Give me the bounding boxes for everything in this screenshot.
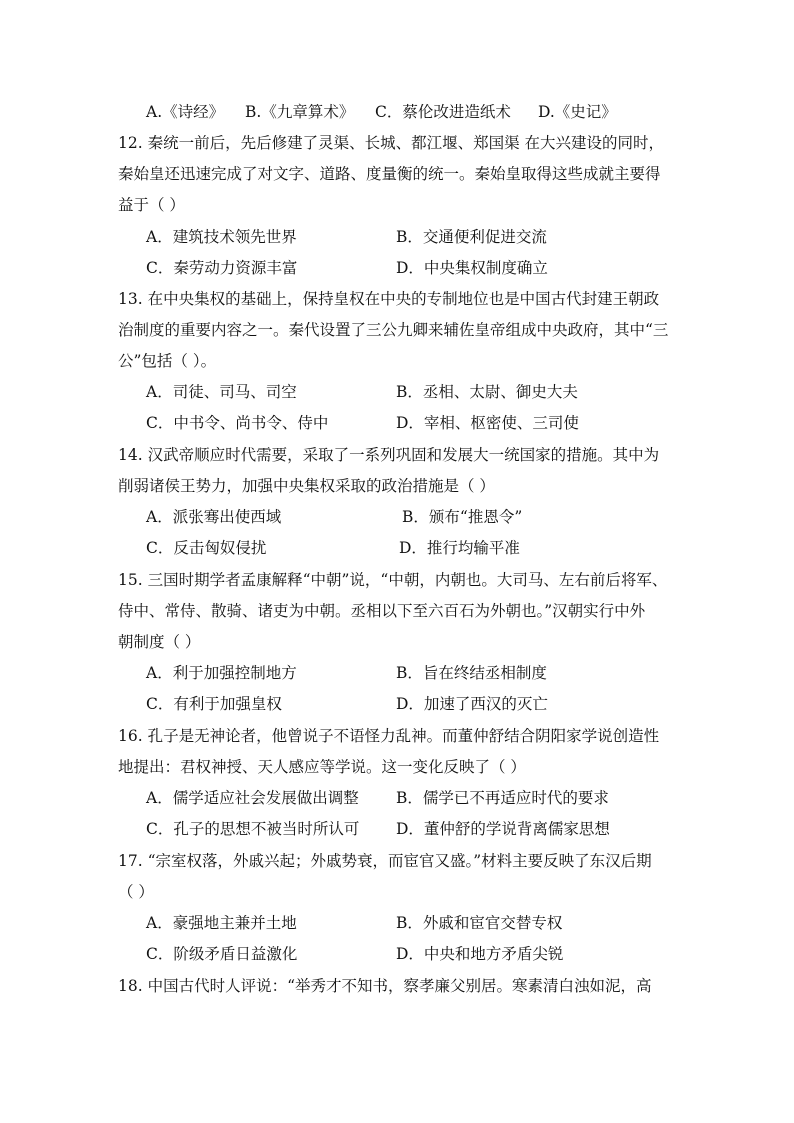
q15-stem-line-2: 侍中、常侍、散骑、诸吏为中朝。丞相以下至六百石为外朝也。”汉朝实行中外 (118, 602, 646, 620)
q13-option-c: C．中书令、尚书令、侍中 (146, 414, 329, 432)
q18-stem-line-1: 18. 中国古代时人评说：“举秀才不知书，察孝廉父别居。寒素清白浊如泥，高 (118, 977, 652, 995)
q11-option-b: B.《九章算术》 (245, 103, 355, 121)
q15-option-d: D．加速了西汉的灭亡 (396, 695, 548, 713)
q14-option-a: A．派张骞出使西域 (146, 508, 282, 526)
q17-stem-line-2: （ ） (118, 883, 154, 901)
q17-option-a: A．豪强地主兼并土地 (146, 914, 297, 932)
q12-option-c: C．秦劳动力资源丰富 (146, 259, 298, 277)
q13-stem-line-3: 公”包括（ ）。 (118, 352, 217, 370)
q16-option-a: A．儒学适应社会发展做出调整 (146, 789, 359, 807)
q12-option-a: A．建筑技术领先世界 (146, 228, 297, 246)
q12-option-d: D．中央集权制度确立 (396, 259, 548, 277)
q17-option-d: D．中央和地方矛盾尖锐 (396, 945, 564, 963)
q15-option-a: A．利于加强控制地方 (146, 664, 297, 682)
q11-option-c: C．蔡伦改进造纸术 (375, 103, 511, 121)
q13-stem-line-2: 治制度的重要内容之一。秦代设置了三公九卿来辅佐皇帝组成中央政府，其中“三 (118, 321, 669, 339)
q11-option-d: D.《史记》 (538, 103, 617, 121)
q13-option-b: B．丞相、太尉、御史大夫 (396, 383, 578, 401)
q17-stem-line-1: 17. “宗室权落，外戚兴起；外戚势衰，而宦官又盛。”材料主要反映了东汉后期 (118, 852, 652, 870)
q14-stem-line-1: 14. 汉武帝顺应时代需要，采取了一系列巩固和发展大一统国家的措施。其中为 (118, 446, 660, 464)
q11-option-a: A.《诗经》 (146, 103, 225, 121)
q17-option-c: C．阶级矛盾日益激化 (146, 945, 298, 963)
q12-stem-line-1: 12. 秦统一前后，先后修建了灵渠、长城、都江堰、郑国渠 在大兴建设的同时， (118, 134, 665, 152)
q16-option-d: D．董仲舒的学说背离儒家思想 (396, 820, 610, 838)
q13-option-d: D．宰相、枢密使、三司使 (396, 414, 579, 432)
q12-stem-line-2: 秦始皇还迅速完成了对文字、道路、度量衡的统一。秦始皇取得这些成就主要得 (118, 165, 661, 183)
q14-option-b: B．颁布“推恩令” (402, 508, 523, 526)
q14-option-d: D．推行均输平准 (399, 539, 520, 557)
q16-stem-line-1: 16. 孔子是无神论者，他曾说子不语怪力乱神。而董仲舒结合阴阳家学说创造性 (118, 727, 660, 745)
q14-stem-line-2: 削弱诸侯王势力，加强中央集权采取的政治措施是（ ） (118, 477, 495, 495)
q16-option-b: B．儒学已不再适应时代的要求 (396, 789, 609, 807)
q14-option-c: C．反击匈奴侵扰 (146, 539, 267, 557)
q17-option-b: B．外戚和宦官交替专权 (396, 914, 563, 932)
q16-stem-line-2: 地提出：君权神授、天人感应等学说。这一变化反映了（ ） (118, 758, 526, 776)
q15-option-b: B．旨在终结丞相制度 (396, 664, 547, 682)
q15-option-c: C．有利于加强皇权 (146, 695, 282, 713)
q13-option-a: A．司徒、司马、司空 (146, 383, 297, 401)
q15-stem-line-3: 朝制度（ ） (118, 633, 201, 651)
q15-stem-line-1: 15. 三国时期学者孟康解释“中朝”说，“中朝，内朝也。大司马、左右前后将军、 (118, 571, 668, 589)
q12-stem-line-3: 益于（ ） (118, 196, 185, 214)
q16-option-c: C．孔子的思想不被当时所认可 (146, 820, 360, 838)
q12-option-b: B．交通便利促进交流 (396, 228, 547, 246)
q13-stem-line-1: 13. 在中央集权的基础上，保持皇权在中央的专制地位也是中国古代封建王朝政 (118, 290, 660, 308)
